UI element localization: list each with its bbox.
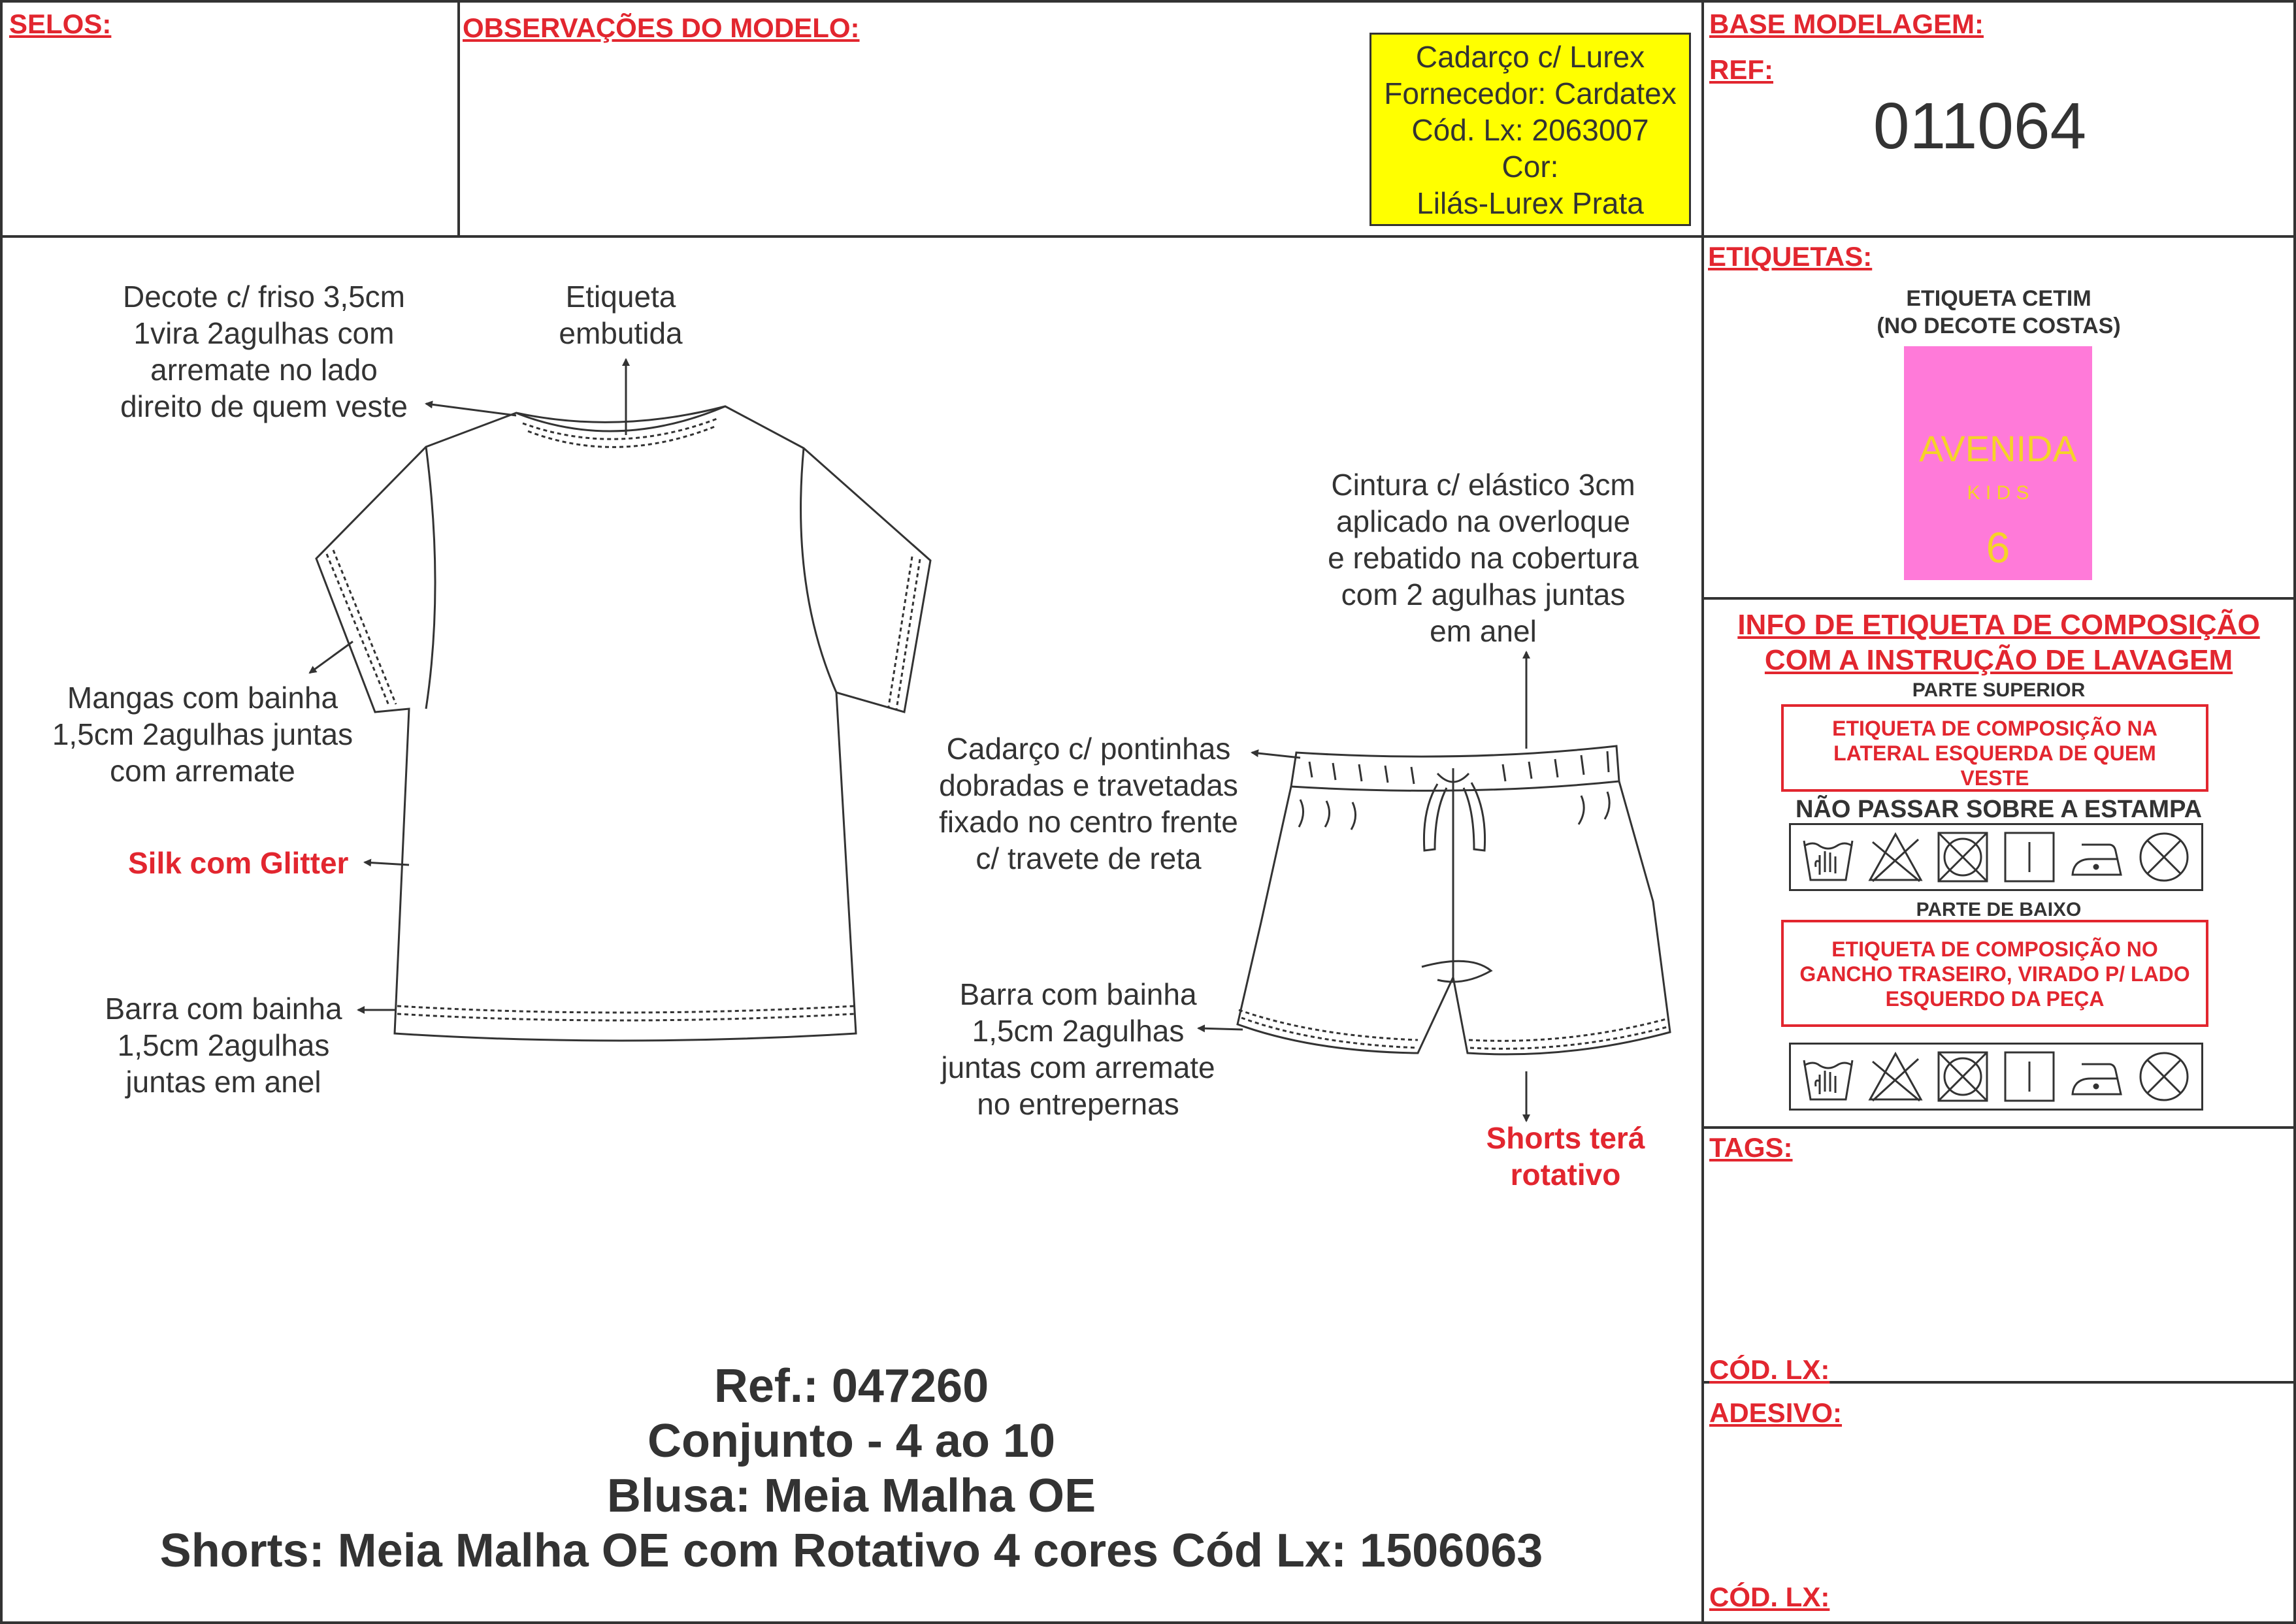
bottom-composition-box: ETIQUETA DE COMPOSIÇÃO NO GANCHO TRASEIRO, VIRADO P/ LADO ESQUERDO DA PEÇA xyxy=(1781,920,2208,1027)
top-composition-box: ETIQUETA DE COMPOSIÇÃO NA LATERAL ESQUERDA DE QUEM VESTE xyxy=(1781,704,2208,792)
barra-shorts-note xyxy=(915,976,1241,1122)
no-tumble-dry-icon xyxy=(1935,829,1991,885)
note-line: 1vira 2agulhas com xyxy=(133,316,395,350)
obs-line: Cód. Lx: 2063007 xyxy=(1411,113,1649,147)
brand-size: 6 xyxy=(1986,523,2010,572)
note-line: e rebatido na cobertura xyxy=(1328,541,1639,575)
brand-sub: K I D S xyxy=(1967,482,2029,504)
hand-wash-icon xyxy=(1800,1048,1856,1105)
cod-lx-label: CÓD. LX: xyxy=(1709,1582,1830,1612)
note-line: em anel xyxy=(1430,614,1537,648)
line-dry-icon xyxy=(2001,829,2058,885)
product-blusa: Blusa: Meia Malha OE xyxy=(606,1470,1096,1522)
composition-title xyxy=(1703,608,2295,678)
ref-number: 011064 xyxy=(1873,89,2087,163)
note-line: fixado no centro frente xyxy=(939,805,1238,839)
obs-highlight-box xyxy=(1369,33,1691,226)
observacoes-label: OBSERVAÇÕES DO MODELO: xyxy=(463,12,860,43)
barra-blusa-note xyxy=(72,990,375,1100)
note-line: 1,5cm 2agulhas xyxy=(117,1028,330,1062)
care-symbols-bottom xyxy=(1789,1043,2203,1111)
note-line: 1,5cm 2agulhas juntas xyxy=(52,717,353,751)
ref-label: REF: xyxy=(1709,54,1773,85)
etiquetas-label: ETIQUETAS: xyxy=(1708,241,1873,272)
note-line: Mangas com bainha xyxy=(67,681,338,715)
obs-line: Cadarço c/ Lurex xyxy=(1415,40,1645,74)
obs-line: Lilás-Lurex Prata xyxy=(1417,186,1644,220)
base-modelagem-label: BASE MODELAGEM: xyxy=(1709,8,1984,39)
iron-low-icon xyxy=(2069,829,2125,885)
product-name: Conjunto - 4 ao 10 xyxy=(647,1415,1056,1467)
product-shorts: Shorts: Meia Malha OE com Rotativo 4 cores Cód Lx: 1506063 xyxy=(159,1525,1543,1577)
note-line: Barra com bainha xyxy=(105,992,342,1026)
care-symbols-top xyxy=(1789,823,2203,891)
tags-label: TAGS: xyxy=(1709,1132,1793,1163)
composition-title-line: INFO DE ETIQUETA DE COMPOSIÇÃO xyxy=(1737,609,2260,641)
note-line: com 2 agulhas juntas xyxy=(1341,577,1626,611)
no-iron-print-warning: NÃO PASSAR SOBRE A ESTAMPA xyxy=(1795,796,2203,823)
no-dry-clean-icon xyxy=(2136,1048,2192,1105)
brand-label xyxy=(1904,346,2092,580)
shorts-rotativo-note xyxy=(1451,1120,1681,1193)
iron-low-icon xyxy=(2069,1048,2125,1105)
note-line: direito de quem veste xyxy=(120,389,408,423)
no-dry-clean-icon xyxy=(2136,829,2192,885)
mangas-note xyxy=(26,679,379,789)
product-ref: Ref.: 047260 xyxy=(713,1360,989,1412)
cintura-note xyxy=(1300,466,1666,649)
cod-lx-label: CÓD. LX: xyxy=(1709,1354,1830,1385)
parte-superior-label: PARTE SUPERIOR xyxy=(1912,679,2086,701)
obs-line: Fornecedor: Cardatex xyxy=(1384,76,1677,110)
parte-de-baixo-label: PARTE DE BAIXO xyxy=(1916,899,2082,920)
note-line: juntas com arremate xyxy=(941,1050,1215,1084)
etiqueta-note xyxy=(523,278,719,351)
note-line: Cintura c/ elástico 3cm xyxy=(1331,468,1635,502)
hand-wash-icon xyxy=(1800,829,1856,885)
note-line: embutida xyxy=(559,316,683,350)
note-line: Etiqueta xyxy=(565,280,676,314)
note-line: Barra com bainha xyxy=(959,977,1197,1011)
note-line: no entrepernas xyxy=(977,1087,1179,1121)
etiqueta-title: ETIQUETA CETIM xyxy=(1906,286,2091,311)
composition-title-line: COM A INSTRUÇÃO DE LAVAGEM xyxy=(1764,644,2233,676)
line-dry-icon xyxy=(2001,1048,2058,1105)
selos-label: SELOS: xyxy=(9,8,112,39)
cadarco-note xyxy=(919,730,1258,877)
note-line: com arremate xyxy=(110,754,295,788)
decote-note xyxy=(98,278,430,425)
etiqueta-subtitle: (NO DECOTE COSTAS) xyxy=(1877,314,2121,338)
shorts-drawing xyxy=(1238,746,1670,1054)
note-line: Shorts terá xyxy=(1486,1121,1645,1155)
note-line: rotativo xyxy=(1510,1158,1621,1192)
obs-line: Cor: xyxy=(1501,150,1559,184)
no-bleach-icon xyxy=(1867,829,1924,885)
note-line: dobradas e travetadas xyxy=(939,768,1238,802)
tshirt-drawing xyxy=(316,406,930,1041)
no-tumble-dry-icon xyxy=(1935,1048,1991,1105)
no-bleach-icon xyxy=(1867,1048,1924,1105)
silk-glitter-note: Silk com Glitter xyxy=(128,846,349,880)
note-line: juntas em anel xyxy=(125,1065,321,1099)
note-line: c/ travete de reta xyxy=(976,841,1202,875)
brand-name: AVENIDA xyxy=(1919,428,2077,469)
adesivo-label: ADESIVO: xyxy=(1709,1397,1843,1428)
etiqueta-cetim-title xyxy=(1703,285,2295,340)
note-line: Decote c/ friso 3,5cm xyxy=(122,280,406,314)
note-line: aplicado na overloque xyxy=(1336,504,1631,538)
note-line: arremate no lado xyxy=(150,353,378,387)
note-line: Cadarço c/ pontinhas xyxy=(946,732,1231,766)
note-line: 1,5cm 2agulhas xyxy=(972,1014,1185,1048)
